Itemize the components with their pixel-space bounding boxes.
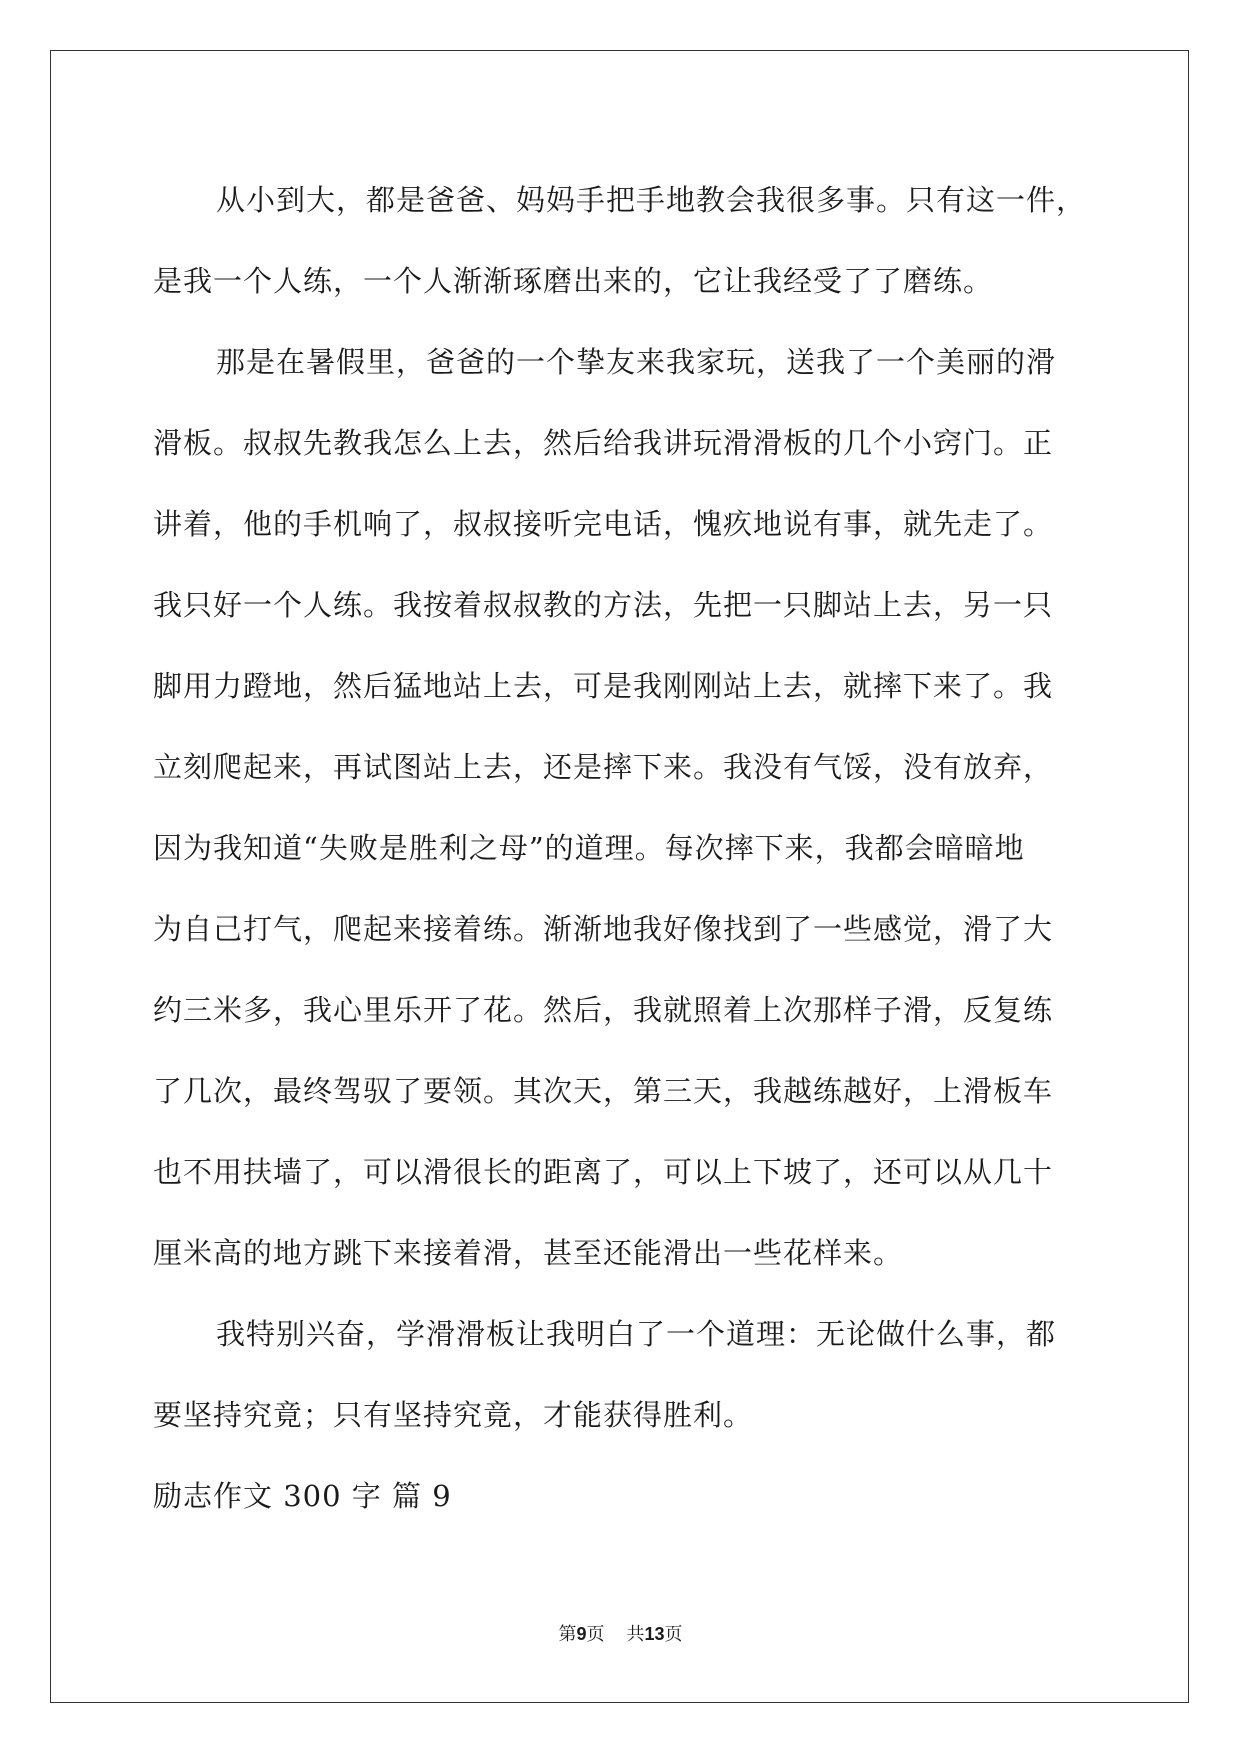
paragraph-2-line-12: 厘米高的地方跳下来接着滑，甚至还能滑出一些花样来。	[153, 1236, 904, 1270]
total-pages: 13	[644, 1624, 665, 1644]
paragraph-2-line-8: 为自己打气，爬起来接着练。渐渐地我好像找到了一些感觉，滑了大	[153, 912, 1054, 946]
page-label-prefix: 第	[558, 1624, 577, 1645]
paragraph-3-line-2: 要坚持究竟；只有坚持究竟，才能获得胜利。	[153, 1398, 754, 1432]
paragraph-2-line-6: 立刻爬起来，再试图站上去，还是摔下来。我没有气馁，没有放弃，	[153, 750, 1054, 784]
paragraph-2-line-1: 那是在暑假里，爸爸的一个挚友来我家玩，送我了一个美丽的滑	[216, 345, 1057, 379]
page-number: 9	[576, 1624, 587, 1644]
page-footer	[0, 1620, 1241, 1646]
paragraph-1-line-2: 是我一个人练，一个人渐渐琢磨出来的，它让我经受了了磨练。	[153, 264, 994, 298]
paragraph-2-line-10: 了几次，最终驾驭了要领。其次天，第三天，我越练越好，上滑板车	[153, 1074, 1054, 1108]
paragraph-2-line-4: 我只好一个人练。我按着叔叔教的方法，先把一只脚站上去，另一只	[153, 588, 1054, 622]
paragraph-3-line-1: 我特别兴奋，学滑滑板让我明白了一个道理：无论做什么事，都	[216, 1317, 1057, 1351]
page-label-suffix: 页	[586, 1624, 605, 1645]
paragraph-2-line-5: 脚用力蹬地，然后猛地站上去，可是我刚刚站上去，就摔下来了。我	[153, 669, 1054, 703]
total-label-suffix: 页	[664, 1624, 683, 1645]
document-body	[153, 160, 1093, 1537]
paragraph-2-line-2: 滑板。叔叔先教我怎么上去，然后给我讲玩滑滑板的几个小窍门。正	[153, 426, 1054, 460]
section-heading: 励志作文 300 字 篇 9	[153, 1479, 452, 1513]
paragraph-1-line-1: 从小到大，都是爸爸、妈妈手把手地教会我很多事。只有这一件，	[216, 183, 1087, 217]
paragraph-2-line-11: 也不用扶墙了，可以滑很长的距离了，可以上下坡了，还可以从几十	[153, 1155, 1054, 1189]
total-label-prefix: 共	[626, 1624, 645, 1645]
paragraph-2-line-7: 因为我知道“失败是胜利之母”的道理。每次摔下来，我都会暗暗地	[153, 831, 1025, 865]
paragraph-2-line-3: 讲着，他的手机响了，叔叔接听完电话，愧疚地说有事，就先走了。	[153, 507, 1054, 541]
paragraph-2-line-9: 约三米多，我心里乐开了花。然后，我就照着上次那样子滑，反复练	[153, 993, 1054, 1027]
